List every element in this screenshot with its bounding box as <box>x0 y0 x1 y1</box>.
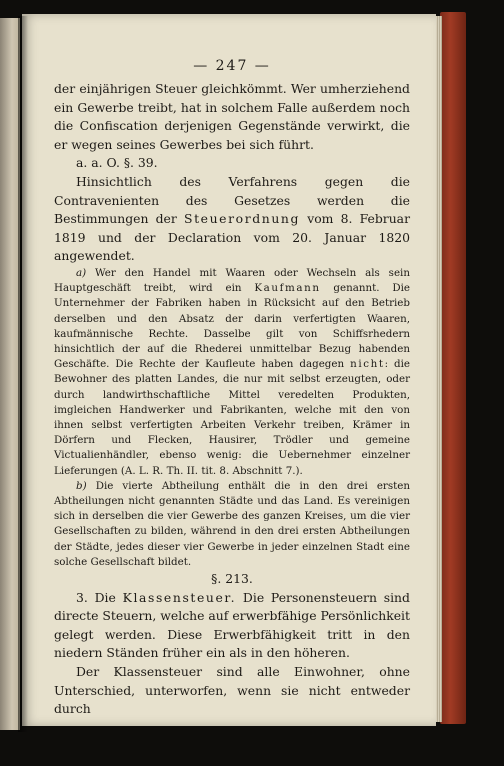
book-page <box>22 14 436 726</box>
paragraph-text: Die Personensteuern sind directe Steuern, welche auf erwerbfähige Persönlichkeit gelegt werden. Diese Erwerbfähigkeit tritt in den niedern Ständen früher ein als in den höheren. <box>54 589 410 661</box>
gutter-shadow <box>18 16 28 732</box>
spaced-term: Klassensteuer. <box>122 589 237 605</box>
footnote-text: Wer den Handel mit Waaren oder Wechseln als sein Hauptgeschäft treibt, wird ein <box>54 266 410 295</box>
paragraph-text: 3. Die <box>76 589 116 605</box>
paragraph-text: Hinsichtlich des Verfahrens gegen die Contravenienten des Gesetzes werden die Bestimmungen der <box>54 173 410 227</box>
paragraph <box>54 589 410 663</box>
previous-page-edge <box>0 18 20 730</box>
page-text <box>54 58 410 719</box>
footnote-text: : die Bewohner des platten Landes, die nur mit selbst erzeugten, oder durch landwirthschaftliche Mittel veredelten Produkten, imgleichen Handwerker und Fabrikanten, welche mit den von ihnen selbst verfertigten Arbeiten Verkehr treiben, Krämer in Dörfern und Flecken, Hausirer, Trödler und gemeine Victualienhändler, ebenso wenig: die Uebernehmer einzelner Lieferungen (A. L. R. Th. II. tit. 8. Abschnitt 7.). <box>54 358 410 477</box>
footnote-a <box>54 266 410 479</box>
book-cover <box>440 12 466 724</box>
paragraph: Der Klassensteuer sind alle Einwohner, ohne Unterschied, unterworfen, wenn sie nicht entweder durch <box>54 663 410 717</box>
page-number: — 247 — <box>193 58 271 74</box>
paragraph-text: vom 8. Februar 1819 und der Declaration vom 20. Januar 1820 angewendet. <box>54 211 410 264</box>
footnote-label: b) <box>76 479 87 492</box>
section-heading: §. 213. <box>211 571 253 586</box>
spaced-term: Kaufmann <box>254 282 321 295</box>
spaced-term: nicht <box>350 358 385 371</box>
paragraph <box>54 173 410 266</box>
footnote-label: a) <box>76 266 87 279</box>
spaced-term: Steuerordnung <box>184 211 301 227</box>
reference: a. a. O. §. 39. <box>76 155 158 171</box>
footnote-b <box>54 479 410 570</box>
footnote-text: genannt. Die Unternehmer der Fabriken haben in Rücksicht auf den Betrieb derselben und den Absatz der darin verfertigten Waaren, kaufmännische Rechte. Dasselbe gilt von Schiffsrhedern hinsichtlich der auf die Rhederei unmittelbar Bezug habenden Geschäfte. Die Rechte der Kaufleute haben dagegen <box>54 282 411 371</box>
paragraph: der einjährigen Steuer gleichkömmt. Wer umherziehend ein Gewerbe treibt, hat in solchem Falle außerdem noch die Confiscation derjenigen Gegenstände verwirkt, die er wegen seines Gewerbes bei sich führt. <box>54 81 410 152</box>
footnote-text: Die vierte Abtheilung enthält die in den drei ersten Abtheilungen nicht genannten Städte und das Land. Es vereinigen sich in derselben die vier Gewerbe des ganzen Kreises, um die vier Gesellschaften zu bilden, während in den drei ersten Abtheilungen der Städte, jedes dieser vier Gewerbe in jeder einzelnen Stadt eine solche Gesellschaft bildet. <box>54 479 410 568</box>
